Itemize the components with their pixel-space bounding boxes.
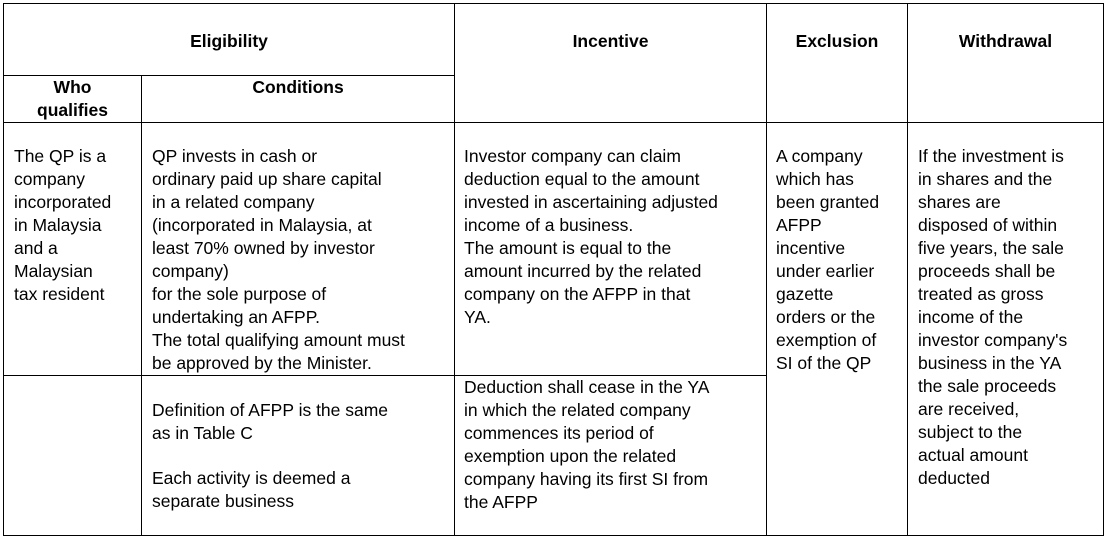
header-withdrawal: Withdrawal	[958, 31, 1053, 51]
cell-incentive: Investor company can claim deduction equal to the amount invested in ascertaining adjusted income of a business. The amount is equal to the amount incurred by the related company on the AFPP in that YA.	[464, 146, 718, 327]
border-bottom	[3, 535, 1104, 536]
cell-afpp-definition: Definition of AFPP is the same as in Table C	[152, 400, 389, 443]
header-conditions: Conditions	[252, 77, 344, 97]
col-rule-incentive	[766, 3, 767, 536]
cell-withdrawal: If the investment is in shares and the shares are disposed of within five years, the sale proceeds shall be treated as gross income of the investor company's business in the YA the sale proceeds are received, subject to the actual amount deducted	[918, 146, 1068, 488]
header-who-qualifies: Who qualifies	[37, 77, 108, 120]
header-eligibility: Eligibility	[190, 31, 268, 51]
header-exclusion: Exclusion	[795, 31, 879, 51]
col-rule-exclusion	[907, 3, 908, 536]
cell-separate-business: Each activity is deemed a separate business	[152, 468, 351, 511]
border-right	[1103, 3, 1104, 536]
cell-deduction-cease: Deduction shall cease in the YA in which the related company commences its period of exemption upon the related company having its first SI from the AFPP	[464, 377, 710, 512]
border-top	[3, 3, 1104, 4]
col-rule-who	[141, 75, 142, 536]
cell-conditions: QP invests in cash or ordinary paid up share capital in a related company (incorporated in Malaysia, at least 70% owned by investor company) for the sole purpose of undertaking an AFPP. The total qualifying amount must be approved by the Minister.	[152, 146, 405, 373]
cell-exclusion: A company which has been granted AFPP incentive under earlier gazette orders or the exemption of SI of the QP	[776, 146, 880, 373]
cell-who-qualifies: The QP is a company incorporated in Malaysia and a Malaysian tax resident	[14, 146, 112, 304]
rule-header-bottom	[3, 122, 1104, 123]
col-rule-conditions	[454, 3, 455, 536]
header-incentive: Incentive	[572, 31, 649, 51]
